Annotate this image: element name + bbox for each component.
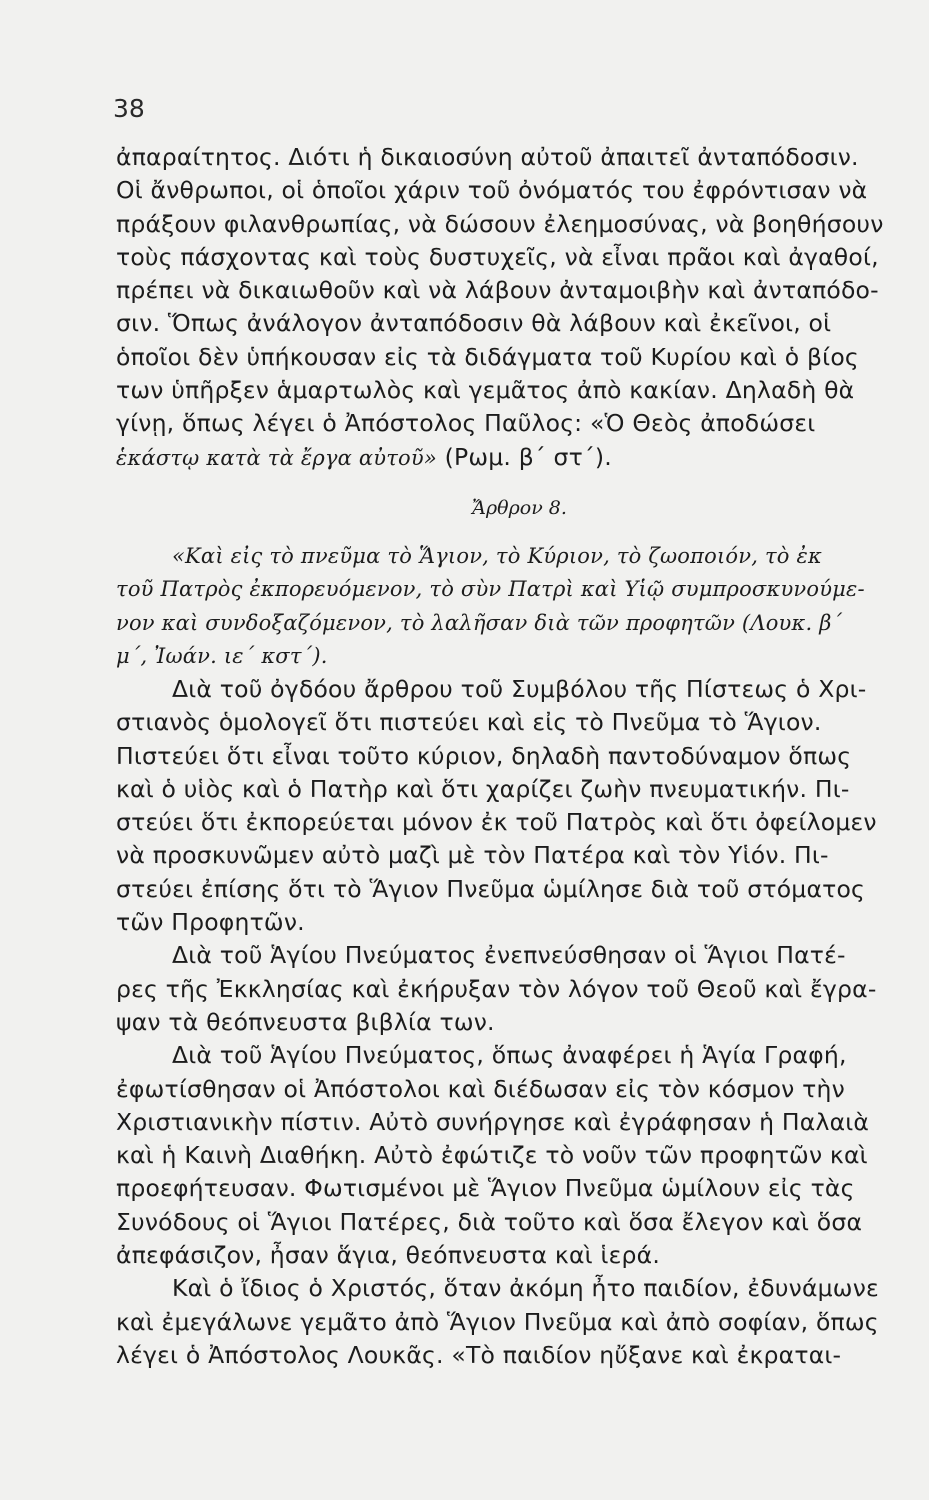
text-line: Διὰ τοῦ ὀγδόου ἄρθρου τοῦ Συμβόλου τῆς Πίστεως ὁ Χρι- — [172, 675, 867, 703]
text-line-citation — [116, 441, 924, 474]
text-line: στιανὸς ὁμολογεῖ ὅτι πιστεύει καὶ εἰς τὸ Πνεῦμα τὸ Ἅγιον. — [116, 708, 822, 737]
text-line: Συνόδους οἱ Ἅγιοι Πατέρες, διὰ τοῦτο καὶ ὅσα ἔλεγον καὶ ὅσα — [116, 1207, 863, 1236]
text-line: Καὶ ὁ ἴδιος ὁ Χριστός, ὅταν ἀκόμη ἦτο παιδίον, ἐδυνάμωνε — [172, 1274, 879, 1303]
text-line: Χριστιανικὴν πίστιν. Αὐτὸ συνήργησε καὶ ἐγράφησαν ἡ Παλαιὰ — [116, 1107, 870, 1136]
text-line: Διὰ τοῦ Ἁγίου Πνεύματος ἐνεπνεύσθησαν οἱ Ἅγιοι Πατέ- — [172, 941, 846, 970]
quote-line: «Καὶ εἰς τὸ πνεῦμα τὸ Ἅγιον, τὸ Κύριον, τὸ ζωοποιόν, τὸ ἐκ — [172, 544, 822, 568]
citation-quote: ἑκάστῳ κατὰ τὰ ἔργα αὐτοῦ» — [116, 445, 437, 470]
text-line: τοὺς πάσχοντας καὶ τοὺς δυστυχεῖς, νὰ εἶναι πρᾶοι καὶ ἀγαθοί, — [116, 242, 879, 271]
text-line: τῶν Προφητῶν. — [116, 908, 305, 937]
quote-line: μ΄, Ἰωάν. ιε΄ κστ΄). — [116, 643, 328, 668]
text-line: στεύει ἐπίσης ὅτι τὸ Ἅγιον Πνεῦμα ὡμίλησε διὰ τοῦ στόματος — [116, 874, 866, 903]
paragraph-justice — [116, 141, 924, 474]
text-line: ἀπαραίτητος. Διότι ἡ δικαιοσύνη αὐτοῦ ἀπαιτεῖ ἀνταπόδοσιν. — [116, 143, 859, 171]
text-line: λέγει ὁ Ἀπόστολος Λουκᾶς. «Τὸ παιδίον ηὔξανε καὶ ἐκραται- — [116, 1340, 842, 1369]
text-line: ἀπεφάσιζον, ἦσαν ἅγια, θεόπνευστα καὶ ἱερά. — [116, 1241, 660, 1270]
text-line: πράξουν φιλανθρωπίας, νὰ δώσουν ἐλεημοσύνας, νὰ βοηθήσουν — [116, 209, 884, 238]
quote-line: τοῦ Πατρὸς ἐκπορευόμενον, τὸ σὺν Πατρὶ καὶ Υἱῷ συμπροσκυνούμε- — [116, 577, 865, 602]
citation-reference: (Ρωμ. β΄ στ΄). — [436, 442, 612, 471]
text-line: καὶ ἡ Καινὴ Διαθήκη. Αὐτὸ ἐφώτιζε τὸ νοῦν τῶν προφητῶν καὶ — [116, 1141, 868, 1170]
text-line: ρες τῆς Ἐκκλησίας καὶ ἐκήρυξαν τὸν λόγον τοῦ Θεοῦ καὶ ἔγρα- — [116, 974, 877, 1003]
article-heading: Ἄρθρον 8. — [472, 497, 567, 519]
text-line: καὶ ἐμεγάλωνε γεμᾶτο ἀπὸ Ἅγιον Πνεῦμα καὶ ἀπὸ σοφίαν, ὅπως — [116, 1307, 879, 1336]
text-line: ὁποῖοι δὲν ὑπήκουσαν εἰς τὰ διδάγματα τοῦ Κυρίου καὶ ὁ βίος — [116, 342, 859, 371]
text-line: νὰ προσκυνῶμεν αὐτὸ μαζὶ μὲ τὸν Πατέρα καὶ τὸν Υἱόν. Πι- — [116, 841, 829, 870]
text-line: στεύει ὅτι ἐκπορεύεται μόνον ἐκ τοῦ Πατρὸς καὶ ὅτι ὀφείλομεν — [116, 808, 877, 837]
text-line: σιν. Ὅπως ἀνάλογον ἀνταπόδοσιν θὰ λάβουν καὶ ἐκεῖνοι, οἱ — [116, 309, 832, 338]
text-line: καὶ ὁ υἱὸς καὶ ὁ Πατὴρ καὶ ὅτι χαρίζει ζωὴν πνευματικήν. Πι- — [116, 774, 850, 803]
text-line: προεφήτευσαν. Φωτισμένοι μὲ Ἅγιον Πνεῦμα ὡμίλουν εἰς τὰς — [116, 1174, 855, 1203]
quote-line: νον καὶ συνδοξαζόμενον, τὸ λαλῆσαν διὰ τῶν προφητῶν (Λουκ. β΄ — [116, 610, 843, 635]
text-line: Πιστεύει ὅτι εἶναι τοῦτο κύριον, δηλαδὴ παντοδύναμον ὅπως — [116, 741, 852, 770]
creed-article-quote — [116, 540, 924, 673]
text-line: πρέπει νὰ δικαιωθοῦν καὶ νὰ λάβουν ἀνταμοιβὴν καὶ ἀνταπόδο- — [116, 276, 879, 305]
commentary-paragraphs — [116, 673, 924, 1372]
page-number: 38 — [113, 94, 145, 123]
text-line: ἐφωτίσθησαν οἱ Ἀπόστολοι καὶ διέδωσαν εἰς τὸν κόσμον τὴν — [116, 1074, 845, 1103]
text-line: ψαν τὰ θεόπνευστα βιβλία των. — [116, 1007, 495, 1036]
text-line: Διὰ τοῦ Ἁγίου Πνεύματος, ὅπως ἀναφέρει ἡ Ἁγία Γραφή, — [172, 1041, 847, 1070]
text-line: γίνῃ, ὅπως λέγει ὁ Ἀπόστολος Παῦλος: «Ὁ Θεὸς ἀποδώσει — [116, 409, 816, 438]
text-line: των ὑπῆρξεν ἁμαρτωλὸς καὶ γεμᾶτος ἀπὸ κακίαν. Δηλαδὴ θὰ — [116, 376, 855, 405]
text-line: Οἱ ἄνθρωποι, οἱ ὁποῖοι χάριν τοῦ ὀνόματός του ἐφρόντισαν νὰ — [116, 176, 868, 205]
